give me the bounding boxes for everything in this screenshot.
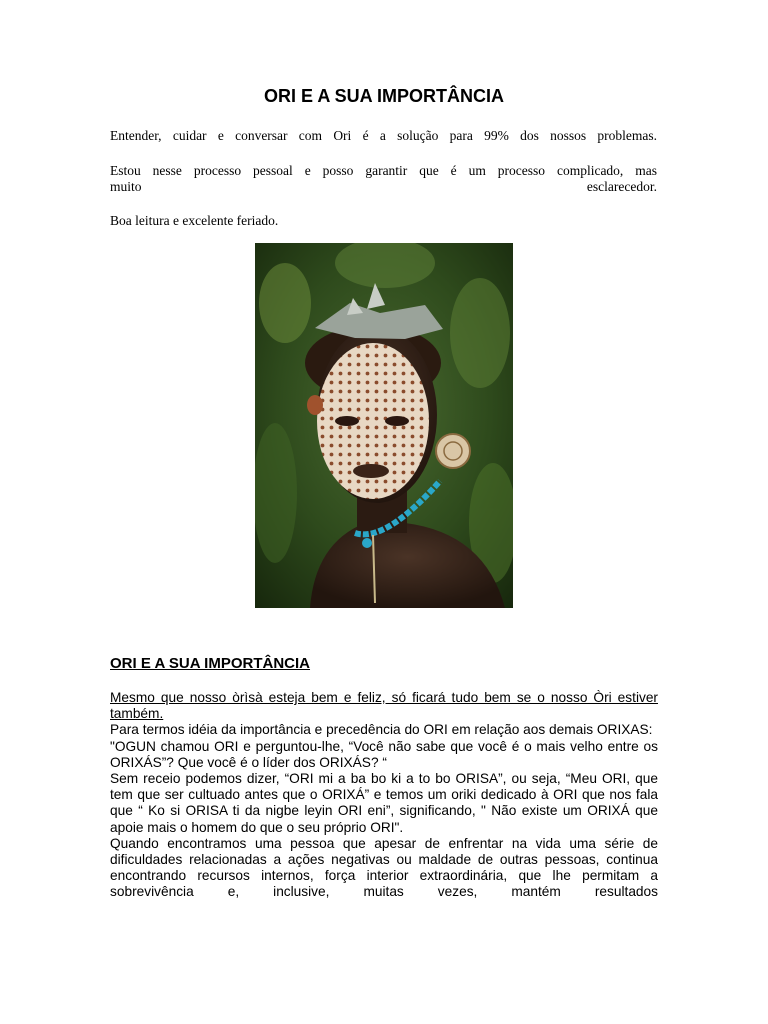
intro-paragraph-2-line-1: Estou nesse processo pessoal e posso garantir que é um processo complicado, mas xyxy=(110,163,657,178)
intro-paragraph-1: Entender, cuidar e conversar com Ori é a solução para 99% dos nossos problemas. xyxy=(110,128,657,143)
intro-paragraph-3: Boa leitura e excelente feriado. xyxy=(110,213,279,228)
portrait-photo xyxy=(255,243,513,608)
body-paragraph-2: "OGUN chamou ORI e perguntou-lhe, “Você não sabe que você é o mais velho entre os ORIXÁS”? Que você é o líder dos ORIXÁS? “ xyxy=(110,738,658,770)
intro-paragraph-2-line-2: muito esclarecedor. xyxy=(110,179,657,194)
section-title: ORI E A SUA IMPORTÂNCIA xyxy=(110,655,311,672)
body-paragraph-1: Para termos idéia da importância e precedência do ORI em relação aos demais ORIXAS: xyxy=(110,722,653,738)
document-title: ORI E A SUA IMPORTÂNCIA xyxy=(263,86,504,106)
lead-paragraph: Mesmo que nosso òrìsà esteja bem e feliz, só ficará tudo bem se o nosso Òri estiver também. xyxy=(110,690,658,722)
article-body xyxy=(110,690,658,930)
body-paragraph-4: Quando encontramos uma pessoa que apesar de enfrentar na vida uma série de dificuldades relacionadas a ações negativas ou maldade de outras pessoas, continua encontrando recursos internos, força interior extraordinária, que lhe permitam a sobrevivência e, inclusive, muitas vezes, mantém resultados xyxy=(110,835,658,900)
body-paragraph-3: Sem receio podemos dizer, “ORI mi a ba bo ki a to bo ORISA”, ou seja, “Meu ORI, que tem que ser cultuado antes que o ORIXÁ” e temos um oriki dedicado à ORI que nos fala que “ Ko si ORISA ti da nigbe leyin ORI eni”, significando, " Não existe um ORIXÁ que apoie mais o homem do que o seu próprio ORI". xyxy=(110,771,658,835)
